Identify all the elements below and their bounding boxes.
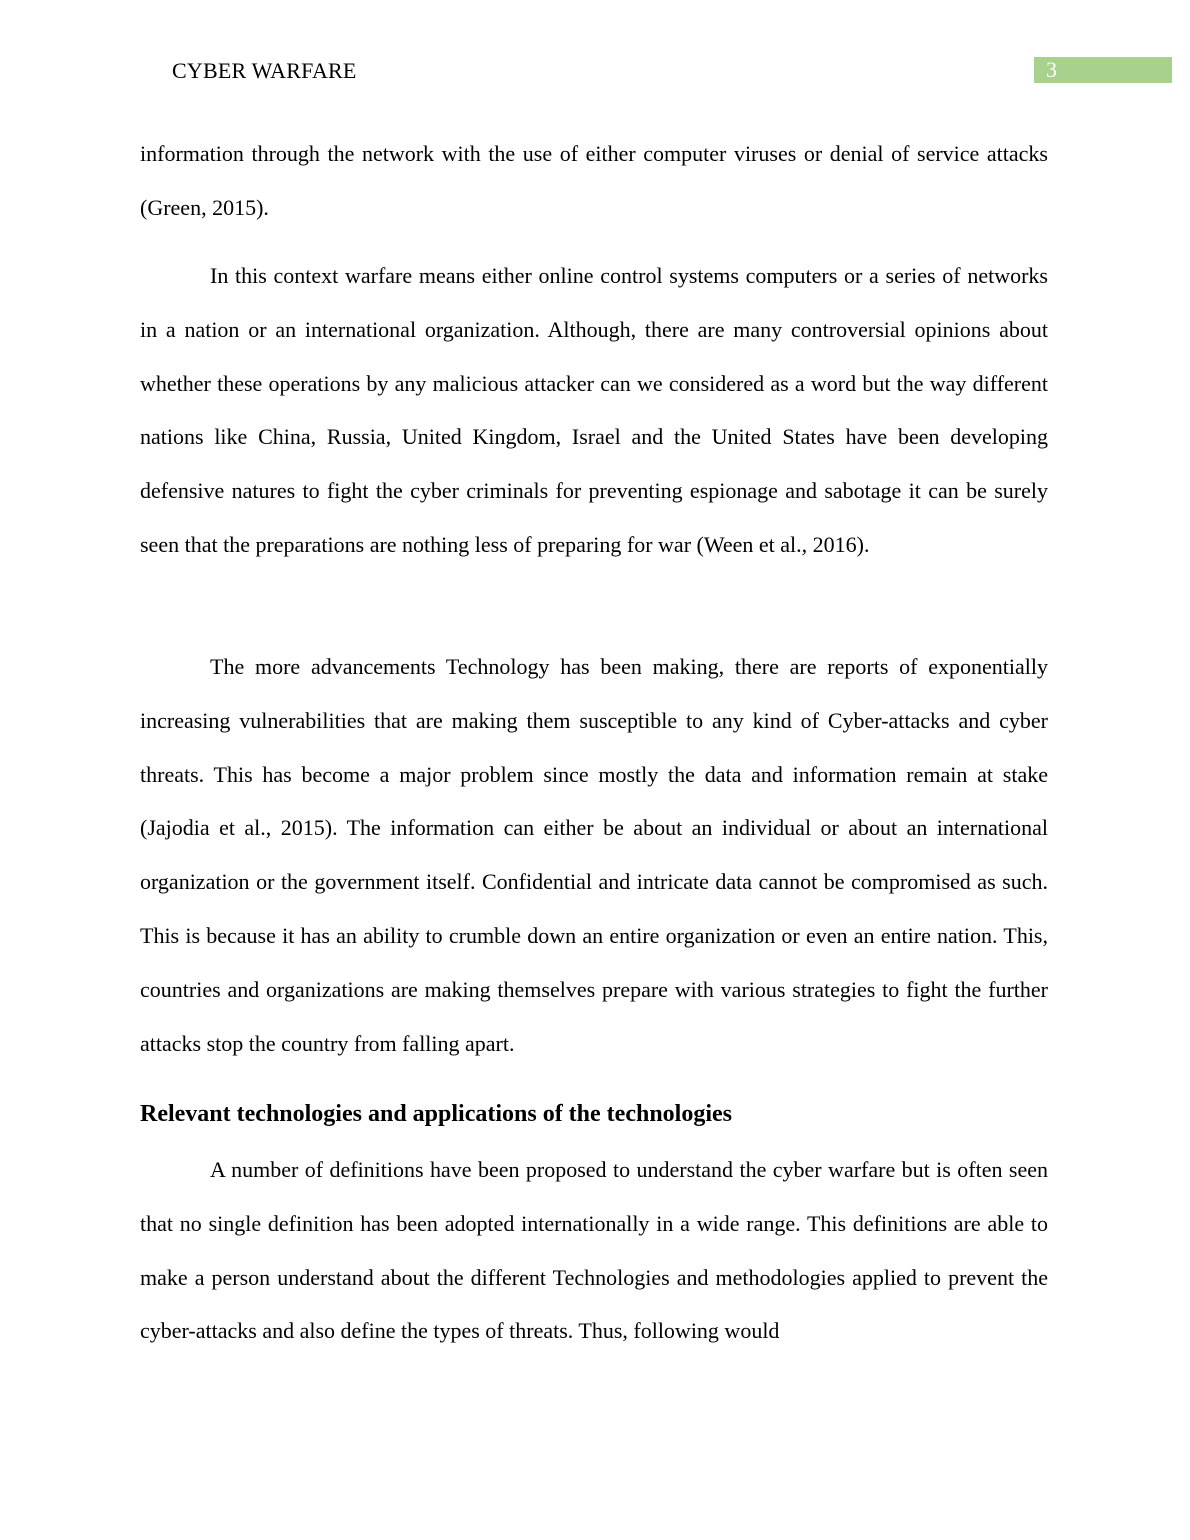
page-number-box <box>1034 57 1172 83</box>
paragraph-continued: information through the network with the use of either computer viruses or denial of service attacks (Green, 2015). <box>140 141 1048 220</box>
paragraph-warfare-context: In this context warfare means either online control systems computers or a series of networks in a nation or an international organization. Although, there are many controversial opinions about whether these operations by any malicious attacker can we considered as a word but the way different nations like China, Russia, United Kingdom, Israel and the United States have been developing defensive natures to fight the cyber criminals for preventing espionage and sabotage it can be surely seen that the preparations are nothing less of preparing for war (Ween et al., 2016). <box>140 263 1048 557</box>
running-head: CYBER WARFARE <box>172 58 357 83</box>
paragraph-technology-vulnerabilities: The more advancements Technology has been making, there are reports of exponentially increasing vulnerabilities that are making them susceptible to any kind of Cyber-attacks and cyber threats. This has become a major problem since mostly the data and information remain at stake (Jajodia et al., 2015). The information can either be about an individual or about an international organization or the government itself. Confidential and intricate data cannot be compromised as such. This is because it has an ability to crumble down an entire organization or even an entire nation. This, countries and organizations are making themselves prepare with various strategies to fight the further attacks stop the country from falling apart. <box>140 654 1048 1056</box>
page-number: 3 <box>1046 57 1057 82</box>
section-heading: Relevant technologies and applications of the technologies <box>140 1101 732 1127</box>
paragraph-definitions: A number of definitions have been proposed to understand the cyber warfare but is often seen that no single definition has been adopted internationally in a wide range. This definitions are able to make a person understand about the different Technologies and methodologies applied to prevent the cyber-attacks and also define the types of threats. Thus, following would <box>140 1157 1048 1344</box>
